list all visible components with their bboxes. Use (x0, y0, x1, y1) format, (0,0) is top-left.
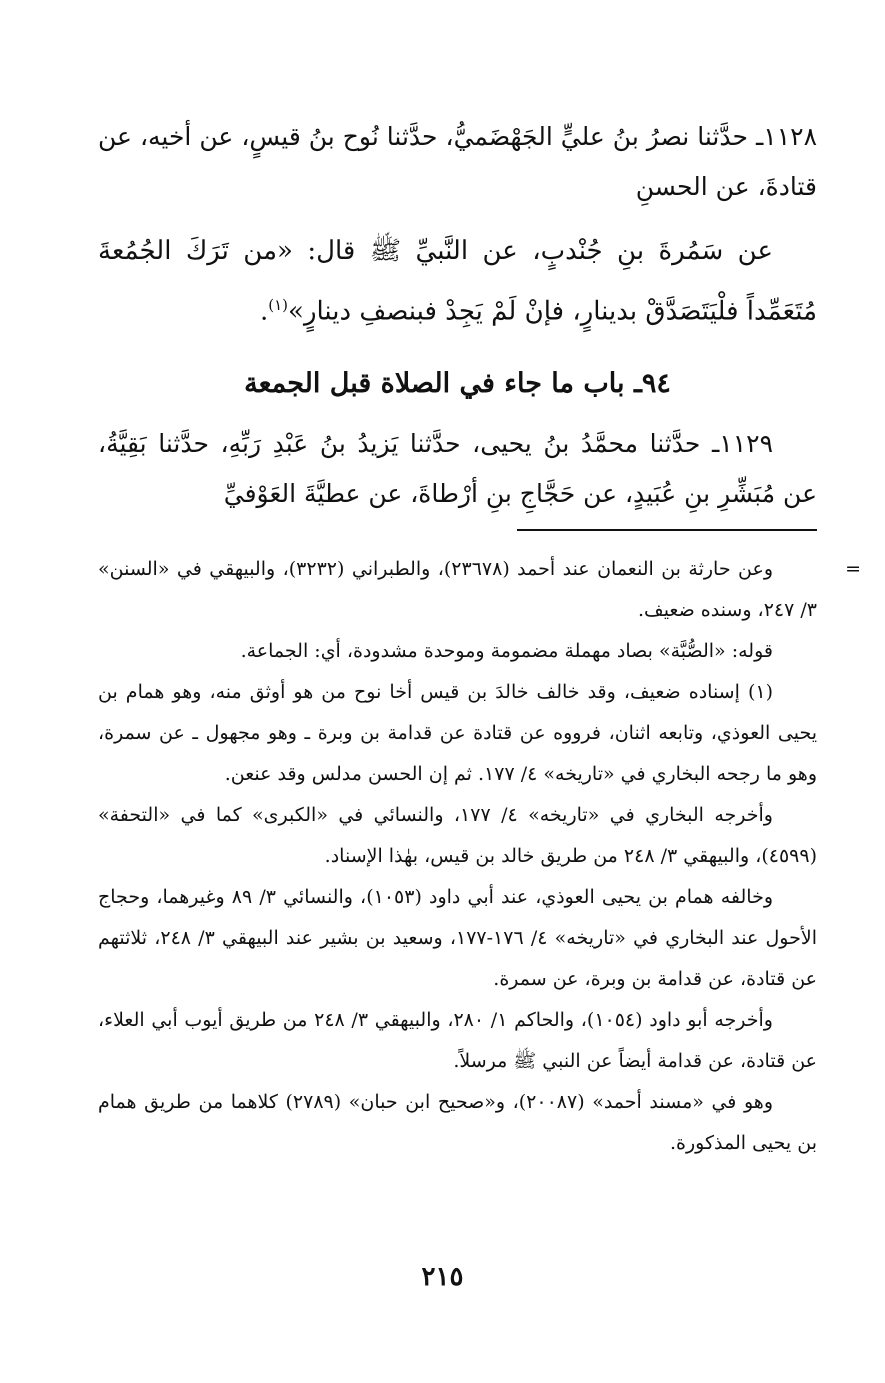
hadith-1128-isnad: ١١٢٨ـ حدَّثنا نصرُ بنُ عليٍّ الجَهْضَميُّ، حدَّثنا نُوح بنُ قيسٍ، عن أخيه، عن قتادةَ، عن الحسنِ (98, 122, 817, 201)
page-number: ٢١٥ (421, 1262, 464, 1292)
footnote-paragraph-3: وخالفه همام بن يحيى العوذي، عند أبي داود (١٠٥٣)، والنسائي ٣/ ٨٩ وغيرهما، وحجاج الأحول عند البخاري في «تاريخه» ٤/ ١٧٦-١٧٧، وسعيد بن بشير عند البيهقي ٣/ ٢٤٨، ثلاثتهم عن قتادة، عن قدامة بن وبرة، عن سمرة. (98, 885, 817, 990)
footnote-paragraph-4: وأخرجه أبو داود (١٠٥٤)، والحاكم ١/ ٢٨٠، والبيهقي ٣/ ٢٤٨ من طريق أيوب أبي العلاء، عن قتادة، عن قدامة أيضاً عن النبي ﷺ مرسلاً. (98, 1008, 817, 1072)
footnote-paragraph-5: وهو في «مسند أحمد» (٢٠٠٨٧)، و«صحيح ابن حبان» (٢٧٨٩) كلاهما من طريق همام بن يحيى المذكورة. (98, 1090, 817, 1154)
footnote-paragraph-2: وأخرجه البخاري في «تاريخه» ٤/ ١٧٧، والنسائي في «الكبرى» كما في «التحفة» (٤٥٩٩)، والبيهقي ٣/ ٢٤٨ من طريق خالد بن قيس، بهٰذا الإسناد. (98, 803, 817, 867)
footnote-continuation-text: وعن حارثة بن النعمان عند أحمد (٢٣٦٧٨)، والطبراني (٣٢٣٢)، والبيهقي في «السنن» ٣/ ٢٤٧، وسنده ضعيف. (98, 557, 817, 621)
footnote-continuation (98, 549, 861, 631)
footnote-1: (١) إسناده ضعيف، وقد خالف خالدَ بن قيس أخا نوح من هو أوثق منه، وهو همام بن يحيى العوذي، وتابعه اثنان، فرووه عن قتادة عن قدامة بن وبرة ـ وهو مجهول ـ عن سمرة، وهو ما رجحه البخاري في «تاريخه» ٤/ ١٧٧. ثم إن الحسن مدلس وقد عنعن. (98, 680, 817, 785)
footnote-ref: (١) (268, 296, 289, 314)
matn-text: عن سَمُرةَ بنِ جُنْدبٍ، عن النَّبيِّ ﷺ قال: «من تَرَكَ الجُمُعةَ مُتَعَمِّداً فلْيَتَصَدَّقْ بدينارٍ، فإنْ لَمْ يَجِدْ فبنصفِ دينارٍ» (98, 236, 817, 327)
hadith-1128-matn (98, 224, 817, 339)
continuation-mark: = (845, 557, 861, 580)
matn-end: . (259, 296, 269, 327)
hadith-1129-isnad: ١١٢٩ـ حدَّثنا محمَّدُ بنُ يحيى، حدَّثنا يَزيدُ بنُ عَبْدِ رَبِّهِ، حدَّثنا بَقِيَّةُ، عن مُبَشِّرِ بنِ عُبَيدٍ، عن حَجَّاجِ بنِ أرْطاةَ، عن عطيَّةَ العَوْفيِّ (98, 428, 817, 508)
chapter-heading: ٩٤ـ باب ما جاء في الصلاة قبل الجمعة (244, 367, 671, 399)
footnote-qawluh: قوله: «الصُّبَّة» بصاد مهملة مضمومة وموحدة مشدودة، أي: الجماعة. (240, 639, 773, 662)
footnotes-section (98, 549, 861, 1164)
footnote-divider (517, 529, 817, 531)
